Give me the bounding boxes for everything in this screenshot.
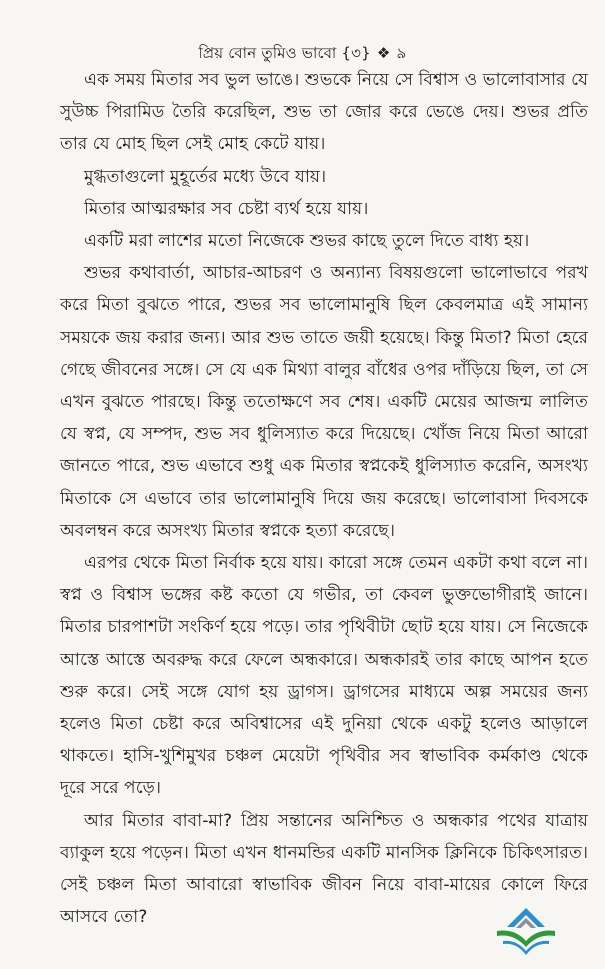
paragraph: এক সময় মিতার সব ভুল ভাঙে। শুভকে নিয়ে সে বিশ্বাস ও ভালোবাসার যে সুউচ্চ পিরামিড তৈরি করেছিল, শুভ তা জোর করে ভেঙে দেয়। শুভর প্রতি তার যে মোহ ছিল সেই মোহ কেটে যায়। (60, 70, 588, 155)
publisher-logo-icon (493, 905, 559, 959)
paragraph: এরপর থেকে মিতা নির্বাক হয়ে যায়। কারো সঙ্গে তেমন একটা কথা বলে না। স্বপ্ন ও বিশ্বাস ভঙ্গের কষ্ট কতো যে গভীর, তা কেবল ভুক্তভোগীরাই জানে। মিতার চারপাশটা সংকির্ণ হয়ে পড়ে। তার পৃথিবীটা ছোট হয়ে যায়। সে নিজেকে আস্তে আস্তে অবরুদ্ধ করে ফেলে অন্ধকারে। অন্ধকারই তার কাছে আপন হতে শুরু করে। সেই সঙ্গে যোগ হয় ড্রাগস। ড্রাগসের মাধ্যমে অল্প সময়ের জন্য হলেও মিতা চেষ্টা করে অবিশ্বাসের এই দুনিয়া থেকে একটু হলেও আড়ালে থাকতে। হাসি-খুশিমুখর চঞ্চল মেয়েটা পৃথিবীর সব স্বাভাবিক কর্মকাণ্ড থেকে দূরে সরে পড়ে। (60, 553, 588, 799)
paragraph: শুভর কথাবার্তা, আচার-আচরণ ও অন্যান্য বিষয়গুলো ভালোভাবে পরখ করে মিতা বুঝতে পারে, শুভর সব ভালোমানুষি ছিল কেবলমাত্র এই সামান্য সময়কে জয় করার জন্য। আর শুভ তাতে জয়ী হয়েছে। কিন্তু মিতা? মিতা হেরে গেছে জীবনের সঙ্গে। সে যে এক মিথ্যা বালুর বাঁধের ওপর দাঁড়িয়ে ছিল, তা সে এখন বুঝতে পারছে। কিন্তু ততোক্ষণে সব শেষ। একটি মেয়ের আজন্ম লালিত যে স্বপ্ন, যে সম্পদ, শুভ সব ধুলিস্যাত করে দিয়েছে। খোঁজ নিয়ে মিতা আরো জানতে পারে, শুভ এভাবে শুধু এক মিতার স্বপ্নকেই ধুলিস্যাত করেনি, অসংখ্য মিতাকে সে এভাবে তার ভালোমানুষি দিয়ে জয় করেছে। ভালোবাসা দিবসকে অবলম্বন করে অসংখ্য মিতার স্বপ্নকে হত্যা করেছে। (60, 263, 588, 541)
header-title: প্রিয় বোন তুমিও ভাবো {৩} (198, 44, 371, 62)
paragraph: মুগ্ধতাগুলো মুহূর্তের মধ্যে উবে যায়। (84, 166, 327, 187)
paragraph: একটি মরা লাশের মতো নিজেকে শুভর কাছে তুলে দিতে বাধ্য হয়। (84, 231, 530, 252)
header-separator: ❖ (376, 44, 391, 62)
page-number: ৯ (396, 44, 407, 62)
logo-book-shape (497, 930, 555, 947)
logo-peak-shape (507, 908, 545, 927)
page-body (60, 64, 588, 933)
paragraph: আর মিতার বাবা-মা? প্রিয় সন্তানের অনিশ্চিত ও অন্ধকার পথের যাত্রায় ব্যাকুল হয়ে পড়েন। মিতা এখন ধানমন্ডির একটি মানসিক ক্লিনিকে চিকিৎসারত। সেই চঞ্চল মিতা আবারো স্বাভাবিক জীবন নিয়ে বাবা-মায়ের কোলে ফিরে আসবে তো? (60, 810, 588, 928)
paragraph: মিতার আত্মরক্ষার সব চেষ্টা ব্যর্থ হয়ে যায়। (84, 198, 369, 219)
